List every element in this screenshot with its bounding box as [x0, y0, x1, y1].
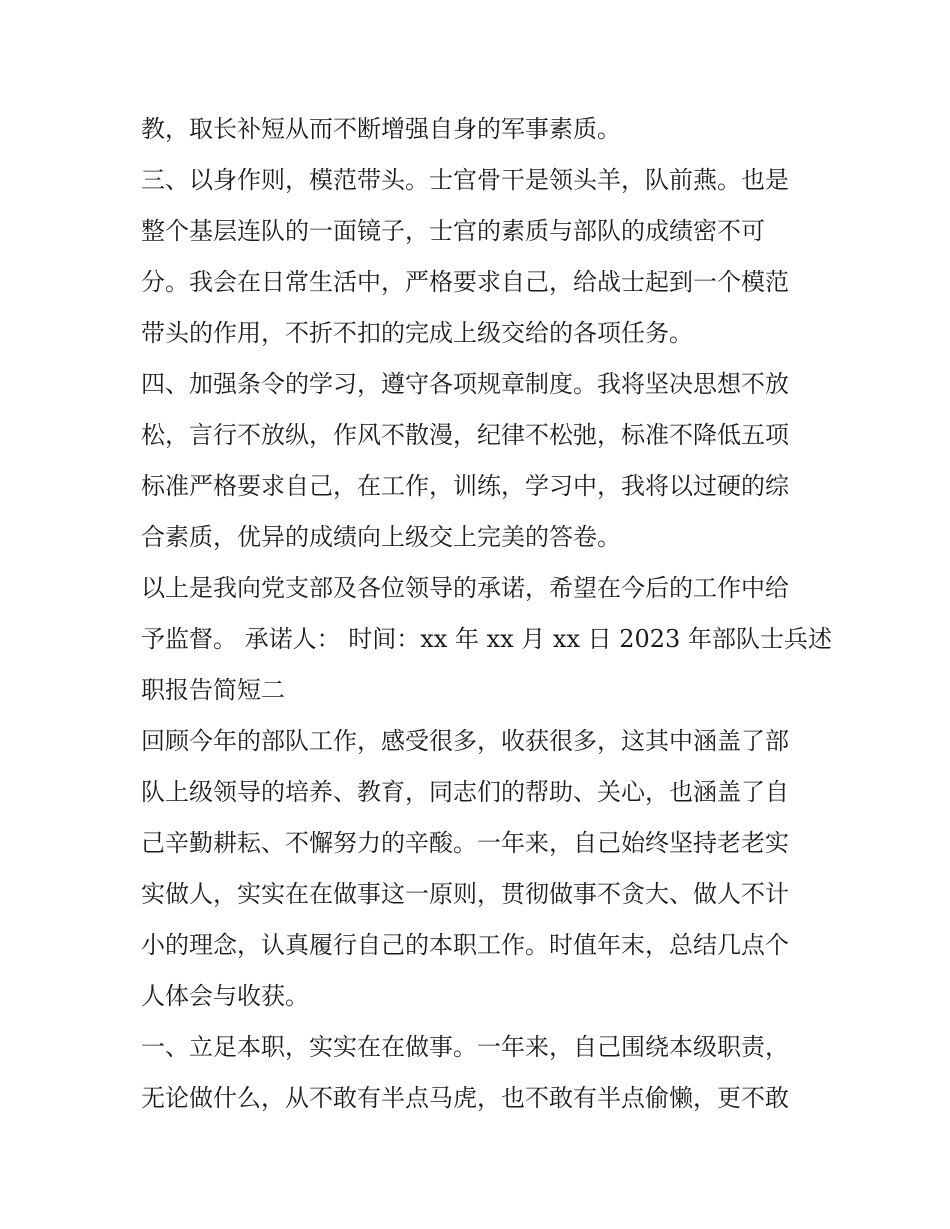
text-line: 一、立足本职，实实在在做事。一年来，自己围绕本级职责，	[141, 1033, 789, 1061]
text-line: 队上级领导的培养、教育，同志们的帮助、关心，也涵盖了自	[141, 778, 789, 806]
text-line: 带头的作用，不折不扣的完成上级交给的各项任务。	[141, 319, 693, 347]
text-line: 整个基层连队的一面镜子，士官的素质与部队的成绩密不可	[141, 217, 765, 245]
text-line: 四、加强条令的学习，遵守各项规章制度。我将坚决思想不放	[141, 370, 789, 398]
text-line: 教，取长补短从而不断增强自身的军事素质。	[141, 115, 621, 143]
text-line: 回顾今年的部队工作，感受很多，收获很多，这其中涵盖了部	[141, 727, 789, 755]
text-line: 实做人，实实在在做事这一原则，贯彻做事不贪大、做人不计	[141, 880, 789, 908]
text-line: 三、以身作则，模范带头。士官骨干是领头羊，队前燕。也是	[141, 166, 789, 194]
text-line: 分。我会在日常生活中，严格要求自己，给战士起到一个模范	[141, 268, 789, 296]
text-line: 予监督。 承诺人： 时间：xx 年 xx 月 xx 日 2023 年部队士兵述	[141, 625, 832, 653]
text-line: 以上是我向党支部及各位领导的承诺，希望在今后的工作中给	[141, 574, 789, 602]
text-line: 无论做什么，从不敢有半点马虎，也不敢有半点偷懒，更不敢	[141, 1084, 789, 1112]
text-line: 职报告简短二	[141, 676, 285, 704]
text-line: 己辛勤耕耘、不懈努力的辛酸。一年来，自己始终坚持老老实	[141, 829, 789, 857]
text-line: 松，言行不放纵，作风不散漫，纪律不松弛，标准不降低五项	[141, 421, 789, 449]
text-line: 小的理念，认真履行自己的本职工作。时值年末，总结几点个	[141, 931, 789, 959]
text-line: 合素质，优异的成绩向上级交上完美的答卷。	[141, 523, 621, 551]
text-line: 标准严格要求自己，在工作，训练，学习中，我将以过硬的综	[141, 472, 789, 500]
text-line: 人体会与收获。	[141, 982, 309, 1010]
